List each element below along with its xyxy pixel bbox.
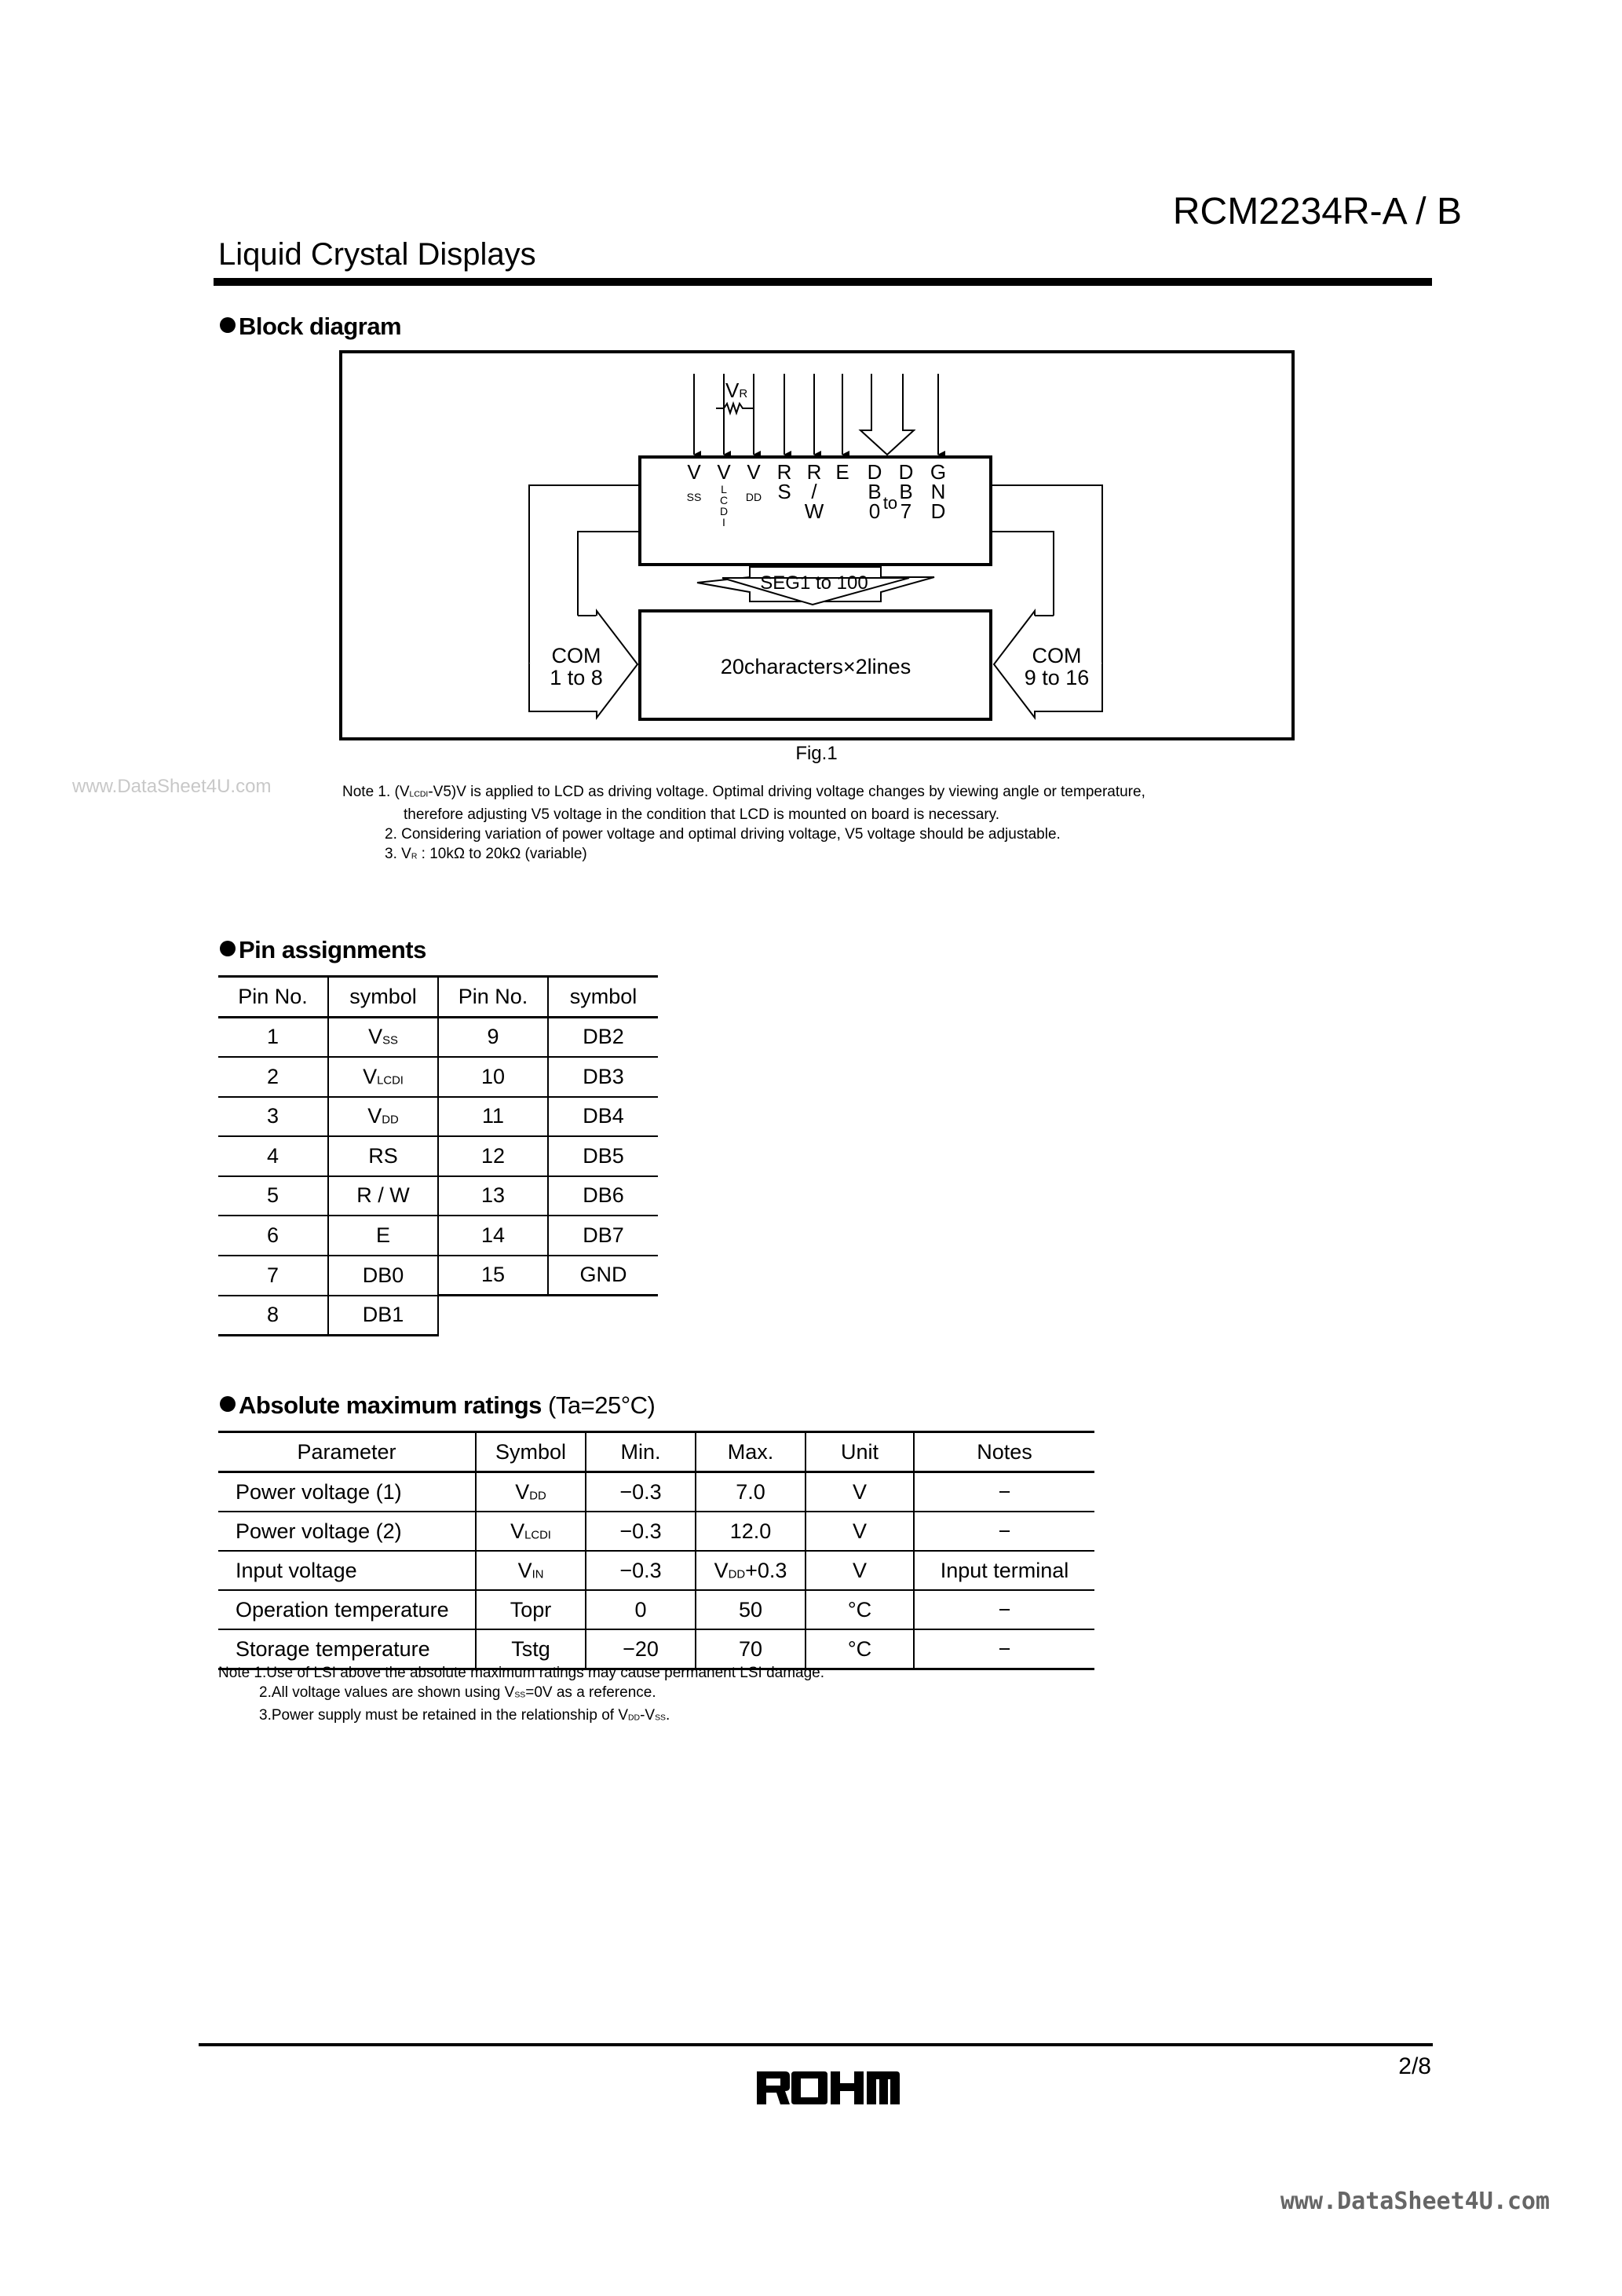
footer-rule [199,2043,1433,2046]
table-row: Operation temperature Topr 0 50 °C − [218,1590,1094,1629]
col-header: Max. [696,1432,806,1472]
table-row: Power voltage (2) $V_{LCDI}$ −0.3 12.0 V − [218,1512,1094,1551]
databus-arrow [860,374,914,455]
col-header: Pin No. [218,977,328,1018]
seg-label: SEG1 to 100 [760,572,868,594]
svg-text:D: D [867,460,882,484]
logo-text: ROHM [827,2093,831,2094]
vlcdi-sub-3: D [719,505,729,517]
abs-max-table [218,1431,1094,1670]
col-header: Unit [806,1432,914,1472]
svg-text:S: S [777,480,791,503]
watermark-left: www.DataSheet4U.com [72,776,272,797]
svg-text:D: D [898,460,914,484]
com-right-label-2: 9 to 16 [1024,666,1090,689]
com-left-label-2: 1 to 8 [550,666,603,689]
part-number: RCM2234R-A / B [1172,191,1462,232]
svg-text:B: B [899,480,913,503]
page-number: 2/8 [1398,2053,1431,2079]
block-diagram-heading: Block diagram [220,313,401,341]
vr-resistor [716,404,754,413]
rohm-logo [755,2070,900,2106]
vlcdi-sub-2: C [719,494,729,506]
abs-max-heading: Absolute maximum ratings (Ta=25°C) [220,1391,655,1420]
svg-text:D: D [930,499,946,523]
watermark-right: www.DataSheet4U.com [1280,2188,1550,2215]
table-row: Input voltage $V_{IN}$ −0.3 $V_{DD}+0.3$ V Input terminal [218,1551,1094,1590]
pin-assignments-table [218,975,658,1336]
table-row: 7 DB0 15 GND [218,1256,658,1296]
col-header: Symbol [476,1432,586,1472]
com-left-label-1: COM [551,644,601,667]
bullet-icon [220,941,236,956]
display-label: 20characters×2lines [720,655,911,678]
svg-text:R: R [776,460,792,484]
svg-text:0: 0 [868,499,881,523]
col-header: Min. [586,1432,696,1472]
svg-text:7: 7 [900,499,912,523]
table-row: 4 RS 12 DB5 [218,1136,658,1176]
col-header: Parameter [218,1432,476,1472]
abs-max-notes: Note 1.Use of LSI above the absolute maximum ratings may cause permanent LSI damage. 2.All voltage values are shown using $V_{SS}=0V$ as a reference. 3.Power supply must be retained in the relationship of $V_{DD}-V_{SS}$. [218,1665,825,1724]
svg-text:N: N [930,480,946,503]
svg-text:B: B [868,480,882,503]
col-header: Notes [914,1432,1094,1472]
figure-caption: Fig.1 [795,743,838,764]
svg-text:to: to [882,493,898,513]
table-row: 3 $V_{DD}$ 11 DB4 [218,1097,658,1137]
diagram-notes: Note 1. $(V_{LCDI}-V5)V$ is applied to LCD as driving voltage. Optimal driving voltage changes by viewing angle or temperature, therefore adjusting V5 voltage in the condition that LCD is mounted on board is necessary. 2. Considering variation of power voltage and optimal driving voltage, V5 voltage should be adjustable. 3. $V_R$ : 10kΩ to 20kΩ (variable) [342,784,1145,862]
col-header: symbol [548,977,658,1018]
table-row: 1 $V_{SS}$ 9 DB2 [218,1017,658,1057]
page-category: Liquid Crystal Displays [218,237,536,272]
block-diagram [0,0,1622,785]
table-row: 8 DB1 [218,1296,658,1336]
table-row: Power voltage (1) $V_{DD}$ −0.3 7.0 V − [218,1472,1094,1512]
svg-text:V: V [717,460,731,484]
controller-pin-labels [687,460,946,528]
svg-text:V: V [687,460,701,484]
svg-text:W: W [804,499,824,523]
pin-assignments-heading: Pin assignments [220,936,426,964]
table-row: 6 E 14 DB7 [218,1216,658,1256]
com-right-label-1: COM [1032,644,1082,667]
col-header: symbol [328,977,438,1018]
svg-text:DD: DD [745,491,762,503]
svg-text:E: E [835,460,849,484]
vlcdi-sub-1: L [721,483,727,495]
svg-text:G: G [930,460,947,484]
diagram-frame [341,352,1293,739]
table-row: Storage temperature Tstg −20 70 °C − [218,1629,1094,1669]
table-row: 2 $V_{LCDI}$ 10 DB3 [218,1057,658,1097]
table-row: 5 R / W 13 DB6 [218,1176,658,1216]
svg-text:SS: SS [686,491,702,503]
vr-label: VR [725,378,748,402]
svg-text:V: V [747,460,761,484]
svg-text:/: / [811,480,817,503]
svg-text:R: R [806,460,822,484]
col-header: Pin No. [438,977,548,1018]
bullet-icon [220,1396,236,1412]
vlcdi-sub-4: I [722,516,725,528]
